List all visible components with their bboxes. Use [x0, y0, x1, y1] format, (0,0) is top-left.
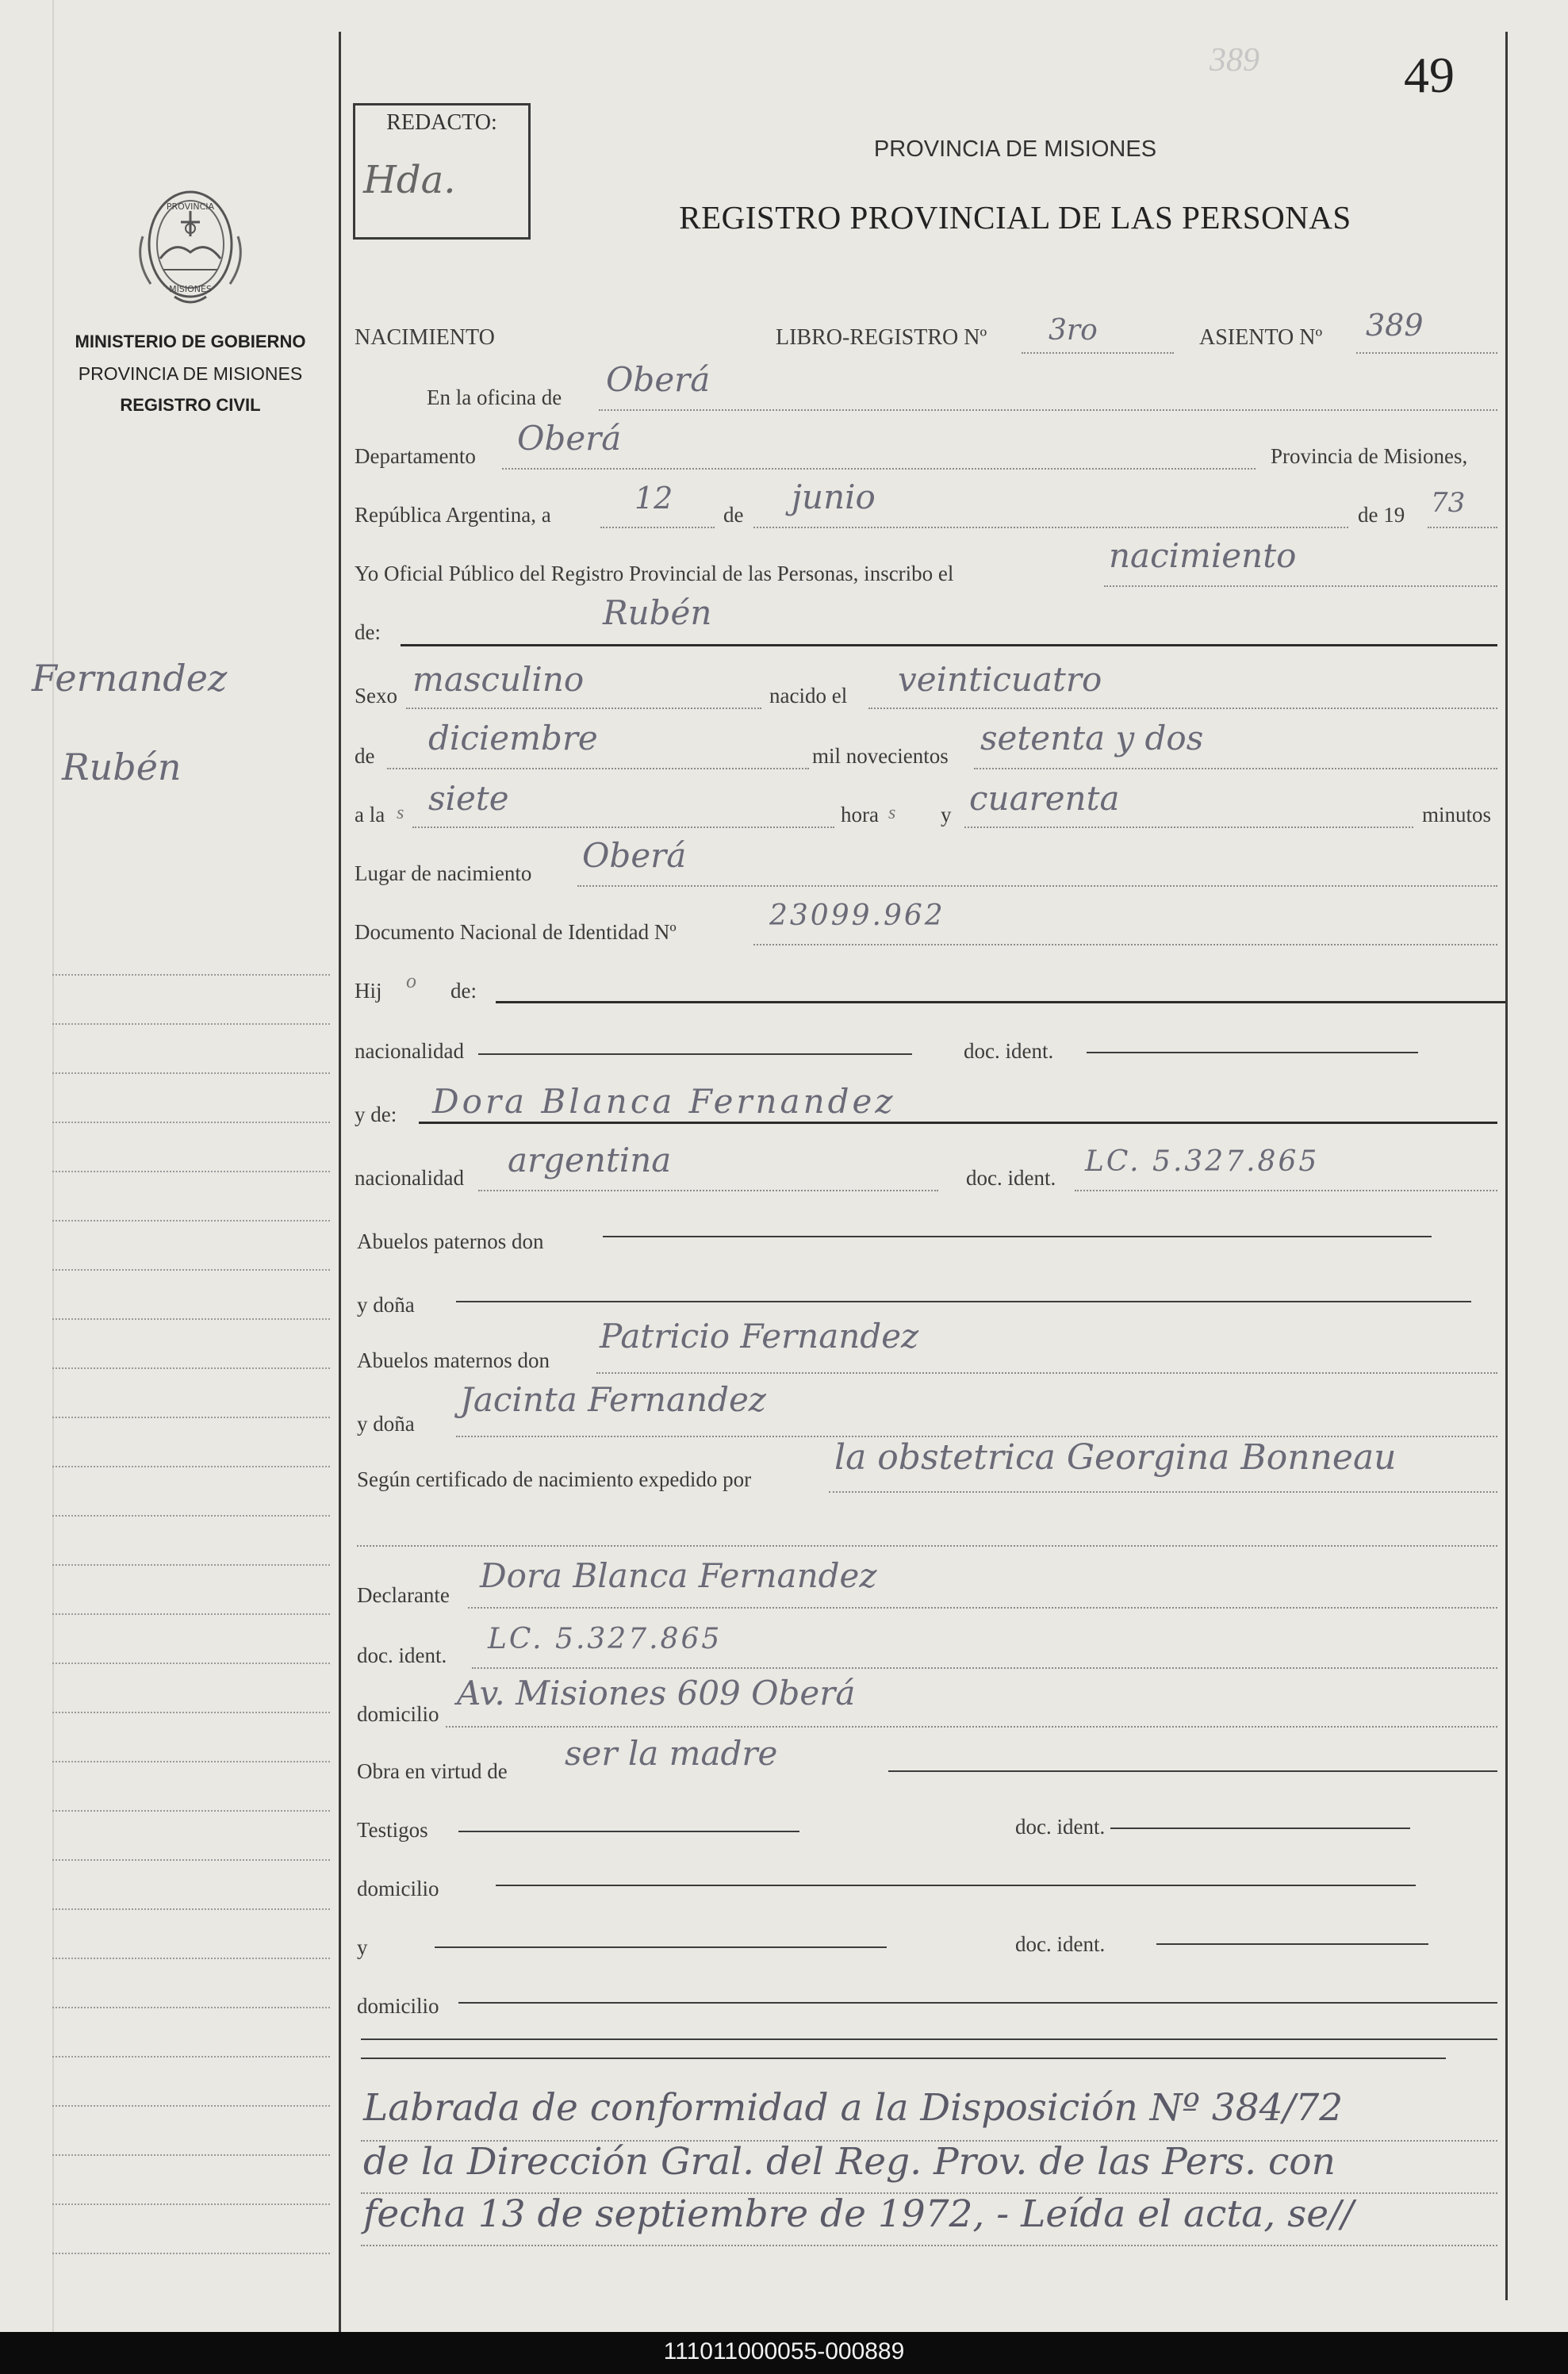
label-nacimiento: NACIMIENTO — [355, 325, 495, 350]
label-de-nombre: de: — [355, 620, 381, 644]
value-hij-suffix: o — [406, 969, 416, 992]
footer-id: 111011000055-000889 — [663, 2338, 905, 2364]
side-line — [52, 1761, 330, 1762]
label-mil: mil novecientos — [812, 744, 949, 768]
value-nacido-mes: diciembre — [428, 719, 598, 757]
value-acto: nacimiento — [1109, 536, 1297, 575]
label-doc-testigo2: doc. ident. — [1015, 1932, 1106, 1956]
line-hora — [412, 826, 834, 828]
value-abuela-materna: Jacinta Fernandez — [460, 1380, 766, 1419]
value-declarante-domicilio: Av. Misiones 609 Oberá — [457, 1674, 856, 1712]
value-asiento: 389 — [1366, 308, 1424, 343]
label-testigos: Testigos — [357, 1818, 428, 1842]
seal-bottom-text: MISIONES — [169, 284, 212, 294]
label-nacionalidad-madre: nacionalidad — [355, 1166, 464, 1190]
value-mes: junio — [792, 477, 876, 516]
side-line — [52, 1023, 330, 1025]
value-obra: ser la madre — [565, 1734, 778, 1773]
label-y-dona-paterna: y doña — [357, 1293, 415, 1317]
line-domicilio-declarante — [446, 1726, 1497, 1728]
label-y-minutos: y — [941, 803, 952, 826]
label-abuelos-paternos: Abuelos paternos don — [357, 1229, 544, 1253]
value-lugar: Oberá — [582, 836, 687, 875]
line-abuelo-materno — [596, 1372, 1497, 1374]
line-closing-2 — [361, 2058, 1446, 2059]
side-line — [52, 1712, 330, 1713]
line-testigo2 — [435, 1946, 887, 1948]
line-doc-testigo2 — [1156, 1943, 1428, 1945]
label-hij: Hij — [355, 979, 382, 1003]
line-mes — [753, 527, 1348, 528]
provincial-seal — [127, 181, 254, 317]
value-nacido-anio: setenta y dos — [980, 719, 1204, 757]
line-closing-1 — [361, 2038, 1497, 2040]
label-a-la: a la — [355, 803, 385, 826]
side-line — [52, 1810, 330, 1812]
line-asiento — [1356, 352, 1497, 354]
side-line — [52, 2203, 330, 2205]
side-line — [52, 1318, 330, 1320]
value-dia: 12 — [634, 481, 673, 516]
side-line — [52, 1564, 330, 1566]
side-line — [52, 1072, 330, 1074]
line-madre — [419, 1122, 1497, 1124]
side-line — [52, 1269, 330, 1271]
line-doc-padre — [1087, 1052, 1418, 1053]
value-horas-suffix: s — [888, 803, 896, 823]
label-y-testigo2: y — [357, 1935, 368, 1959]
label-sexo: Sexo — [355, 684, 397, 708]
label-doc-testigo1: doc. ident. — [1015, 1815, 1106, 1839]
margin-name: Rubén — [62, 746, 182, 788]
label-republica: República Argentina, a — [355, 503, 551, 527]
label-doc-declarante: doc. ident. — [357, 1643, 447, 1667]
value-abuelo-materno: Patricio Fernandez — [600, 1317, 919, 1356]
line-certificado — [829, 1491, 1497, 1493]
line-minutos — [964, 826, 1413, 828]
line-acto — [1104, 585, 1497, 587]
label-de-nacido-mes: de — [355, 744, 375, 768]
value-libro: 3ro — [1049, 314, 1098, 347]
line-nacido-anio — [974, 768, 1497, 769]
label-de-mes: de — [723, 503, 744, 527]
side-line — [52, 1908, 330, 1910]
line-nacido-dia — [868, 708, 1497, 709]
line-nombre — [401, 644, 1497, 646]
line-domicilio-testigo2 — [458, 2002, 1497, 2004]
side-line — [52, 1367, 330, 1369]
line-sexo — [406, 708, 761, 709]
redacto-label: REDACTO: — [386, 110, 497, 135]
value-dni: 23099.962 — [769, 899, 945, 932]
label-obra: Obra en virtud de — [357, 1759, 508, 1783]
frame-right-line — [1505, 32, 1508, 2300]
label-asiento: ASIENTO Nº — [1199, 325, 1323, 350]
side-line — [52, 1466, 330, 1467]
line-nacionalidad-padre — [478, 1053, 912, 1055]
label-doc-padre: doc. ident. — [964, 1039, 1054, 1063]
note-line2-text: de la Dirección Gral. del Reg. Prov. de las Pers. con — [363, 2140, 1336, 2184]
ministry-line2: PROVINCIA DE MISIONES — [78, 363, 303, 384]
line-certificado-2 — [357, 1545, 1497, 1547]
line-doc-testigo1 — [1110, 1827, 1410, 1829]
label-y-dona-materna: y doña — [357, 1412, 415, 1436]
side-line — [52, 2253, 330, 2254]
label-departamento: Departamento — [355, 444, 476, 468]
value-a-la-suffix: s — [397, 803, 404, 823]
value-madre-doc: LC. 5.327.865 — [1085, 1145, 1320, 1178]
line-dni — [753, 944, 1497, 945]
side-line — [52, 2105, 330, 2107]
side-line — [52, 1663, 330, 1664]
ministry-line3: REGISTRO CIVIL — [120, 395, 261, 415]
line-oficina — [599, 409, 1497, 411]
page-number: 49 — [1404, 47, 1455, 103]
value-declarante: Dora Blanca Fernandez — [480, 1556, 877, 1595]
value-nacido-dia: veinticuatro — [898, 660, 1102, 699]
label-abuelos-maternos: Abuelos maternos don — [357, 1348, 550, 1372]
faint-page-number: 389 — [1210, 42, 1259, 79]
label-domicilio-declarante: domicilio — [357, 1702, 439, 1726]
line-declarante — [468, 1607, 1497, 1609]
label-dni: Documento Nacional de Identidad Nº — [355, 920, 677, 944]
note-line-3 — [361, 2245, 1497, 2246]
side-line — [52, 1122, 330, 1123]
label-lugar: Lugar de nacimiento — [355, 861, 532, 885]
label-libro: LIBRO-REGISTRO Nº — [776, 325, 987, 350]
side-line — [52, 2154, 330, 2156]
line-dia — [600, 527, 715, 528]
label-nacionalidad-padre: nacionalidad — [355, 1039, 464, 1063]
value-madre: Dora Blanca Fernandez — [432, 1082, 896, 1121]
note-line1-text: Labrada de conformidad a la Disposición Nº 384/72 — [363, 2086, 1344, 2130]
label-nacido: nacido el — [769, 684, 848, 708]
line-libro — [1022, 352, 1174, 354]
label-doc-madre: doc. ident. — [966, 1166, 1056, 1190]
redacto-box — [353, 103, 531, 240]
value-nombre: Rubén — [603, 593, 712, 632]
line-doc-declarante — [472, 1667, 1497, 1669]
seal-top-text: PROVINCIA — [166, 201, 215, 212]
side-line — [52, 1171, 330, 1172]
redacto-value: Hda. — [363, 158, 456, 202]
label-provincia: Provincia de Misiones, — [1271, 444, 1468, 468]
value-declarante-doc: LC. 5.327.865 — [488, 1623, 723, 1655]
margin-surname: Fernandez — [32, 657, 228, 700]
label-horas: hora — [841, 803, 879, 826]
frame-left-line — [339, 32, 341, 2332]
footer-bar — [0, 2332, 1568, 2374]
label-declarante: Declarante — [357, 1583, 450, 1607]
side-line — [52, 1613, 330, 1615]
line-lugar — [577, 885, 1497, 887]
label-minutos: minutos — [1422, 803, 1492, 826]
value-madre-nacionalidad: argentina — [508, 1141, 672, 1179]
line-testigo1 — [458, 1831, 799, 1832]
value-departamento: Oberá — [517, 419, 622, 458]
side-line — [52, 1220, 330, 1222]
side-line — [52, 1515, 330, 1517]
value-hora: siete — [428, 779, 509, 818]
side-line — [52, 1859, 330, 1861]
line-obra — [888, 1770, 1497, 1772]
side-line — [52, 1417, 330, 1418]
line-nacido-mes — [387, 768, 809, 769]
line-abuelo-paterno — [603, 1236, 1432, 1237]
value-minutos: cuarenta — [969, 779, 1120, 818]
header-registry: REGISTRO PROVINCIAL DE LAS PERSONAS — [679, 199, 1351, 236]
label-domicilio-testigo1: domicilio — [357, 1877, 439, 1900]
side-line — [52, 1958, 330, 1959]
label-oficina: En la oficina de — [427, 385, 562, 409]
ministry-line1: MINISTERIO DE GOBIERNO — [75, 332, 306, 351]
label-domicilio-testigo2: domicilio — [357, 1994, 439, 2018]
line-departamento — [502, 468, 1256, 470]
line-domicilio-testigo1 — [496, 1885, 1416, 1886]
header-province: PROVINCIA DE MISIONES — [873, 136, 1157, 162]
side-line — [52, 974, 330, 976]
line-nacionalidad-madre — [478, 1190, 938, 1191]
label-hij-de: de: — [450, 979, 477, 1003]
side-line — [52, 2056, 330, 2058]
value-anio: 73 — [1431, 487, 1466, 519]
value-oficina: Oberá — [606, 360, 711, 399]
value-sexo: masculino — [412, 660, 585, 699]
label-y-de: y de: — [355, 1103, 397, 1126]
line-doc-madre — [1075, 1190, 1497, 1191]
label-segun: Según certificado de nacimiento expedido por — [357, 1467, 752, 1491]
line-abuela-paterna — [456, 1301, 1471, 1302]
note-line3-text: fecha 13 de septiembre de 1972, - Leída el acta, se// — [363, 2192, 1354, 2236]
label-oficial: Yo Oficial Público del Registro Provincial de las Personas, inscribo el — [355, 562, 954, 585]
side-line — [52, 2007, 330, 2008]
line-padre — [496, 1001, 1505, 1003]
line-anio — [1428, 527, 1497, 528]
label-de19: de 19 — [1358, 503, 1405, 527]
value-certificado: la obstetrica Georgina Bonneau — [834, 1437, 1397, 1478]
